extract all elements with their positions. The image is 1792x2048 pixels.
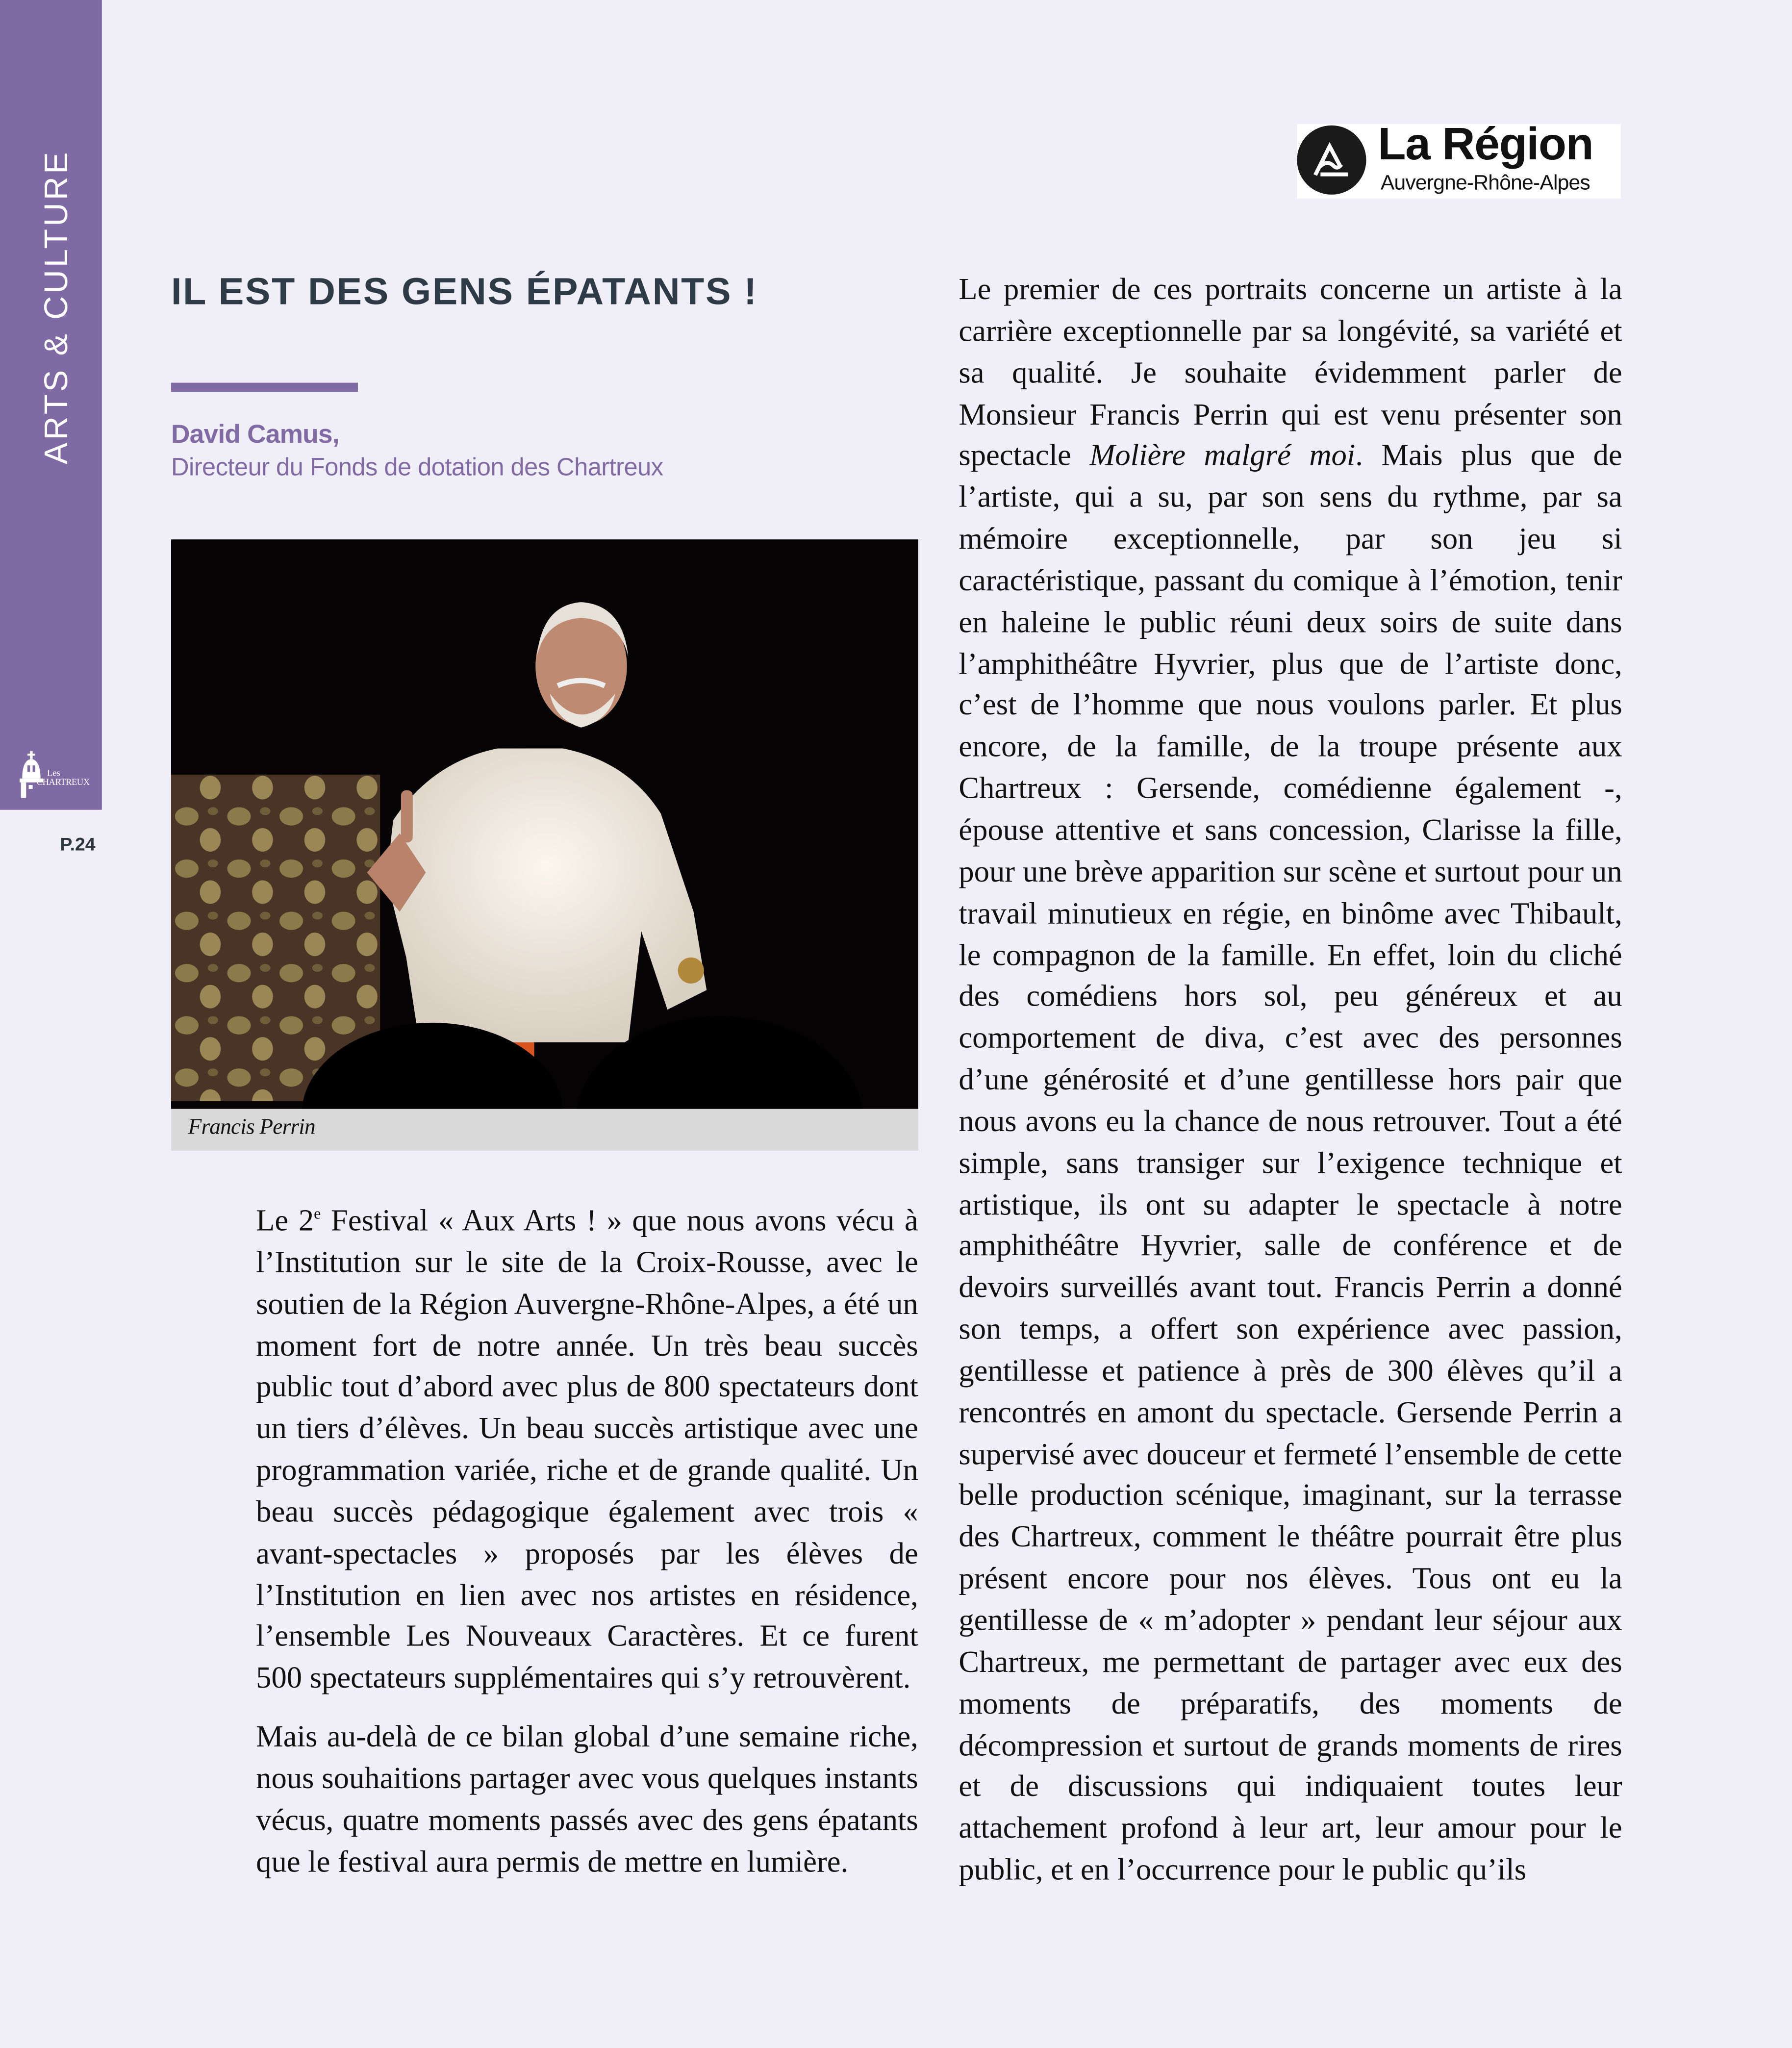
page-number: P.24 — [60, 833, 96, 855]
photo-caption-text: Francis Perrin — [188, 1114, 315, 1139]
body-paragraph — [256, 1202, 918, 1701]
paragraph-text: Le premier de ces portraits concerne un artiste à la carrière exceptionnelle par sa longévité, sa variété et sa qualité. Je souhaite évidemment parler de Monsieur Francis Perrin qui est venu présenter son spectacle — [959, 273, 1622, 474]
logo-prefix: Les — [47, 768, 60, 779]
show-title: Molière malgré moi — [1089, 439, 1356, 474]
paragraph-text: Le 2 — [256, 1204, 314, 1239]
section-sidebar — [0, 0, 102, 810]
ordinal-superscript: e — [314, 1204, 321, 1223]
logo-name: CHARTREUX — [36, 777, 90, 788]
right-column-body — [959, 270, 1622, 1892]
mountain-a-icon — [1297, 126, 1366, 195]
paragraph-text: Festival « Aux Arts ! » que nous avons vécu à l’Institution sur le site de la Croix-Rousse, avec le soutien de la Région Auvergne-Rhône-Alpes, a été un moment fort de notre année. Un très beau succès public tout d’abord avec plus de 800 spectateurs dont un tiers d’élèves. Un beau succès artistique avec une programmation variée, riche et de grande qualité. Un beau succès pédagogique également avec trois « avant-spectacles » proposés par les élèves de l’Institution en lien avec nos artistes en résidence, l’ensemble Les Nouveaux Caractères. Et ce furent 500 spectateurs supplémentaires qui s’y retrouvèrent. — [256, 1204, 918, 1696]
section-label: ARTS & CULTURE — [38, 150, 76, 465]
chartreux-logo — [18, 750, 97, 802]
photo-caption — [171, 1109, 918, 1151]
paragraph-text: . Mais plus que de l’artiste, qui a su, par son sens du rythme, par sa mémoire exceptionnelle, par son jeu si caractéristique, passant du comique à l’émotion, tenir en haleine le public réuni deux soirs de suite dans l’amphithéâtre Hyvrier, plus que de l’artiste donc, c’est de l’homme que nous voulons parler. Et plus encore, de la famille, de la troupe présente aux Chartreux : Gersende, comédienne également -, épouse attentive et sans concession, Clarisse la fille, pour une brève apparition sur scène et surtout pour un travail minutieux en régie, en binôme avec Thibault, le compagnon de la famille. En effet, loin du cliché des comédiens hors sol, peu généreux et au comportement de diva, c’est avec des personnes d’une générosité et d’une gentillesse hors pair que nous avons eu la chance de nous retrouver. Tout a été simple, sans transiger sur l’exigence technique et artistique, ils ont su adapter le spectacle à notre amphithéâtre Hyvrier, salle de conférence et de devoirs surveillés avant tout. Francis Perrin a donné son temps, a offert son expérience avec passion, gentillesse et patience à près de 300 élèves qu’il a rencontrés en amont du spectacle. Gersende Perrin a supervisé avec douceur et fermeté l’ensemble de cette belle production scénique, imaginant, sur la terrasse des Chartreux, comment le théâtre pourrait être plus présent encore pour nos élèves. Tous ont eu la gentillesse de « m’adopter » pendant leur séjour aux Chartreux, me permettant de partager avec eux des moments de préparatifs, des moments de décompression et surtout de grands moments de rires et de discussions qui indiquaient toutes leur attachement profond à leur art, leur amour pour le public, et en l’occurrence pour le public qu’ils — [959, 439, 1622, 1888]
body-paragraph: Mais au-delà de ce bilan global d’une semaine riche, nous souhaitions partager avec vous quelques instants vécus, quatre moments passés avec des gens épatants que le festival aura permis de mettre en lumière. — [256, 1720, 918, 1879]
article-photo — [171, 539, 918, 1109]
stage-photo-illustration — [171, 539, 918, 1109]
region-logo — [1297, 119, 1621, 199]
article-headline: IL EST DES GENS ÉPATANTS ! — [171, 272, 758, 314]
author-role: Directeur du Fonds de dotation des Chartreux — [171, 455, 663, 482]
left-column-body — [256, 1202, 918, 1884]
author-name: David Camus, — [171, 420, 339, 450]
region-subtitle: Auvergne-Rhône-Alpes — [1380, 172, 1590, 195]
body-paragraph — [959, 270, 1622, 1892]
accent-divider — [171, 383, 358, 392]
region-title: La Région — [1378, 119, 1593, 170]
dome-icon — [18, 750, 44, 799]
region-disc — [1297, 126, 1366, 195]
